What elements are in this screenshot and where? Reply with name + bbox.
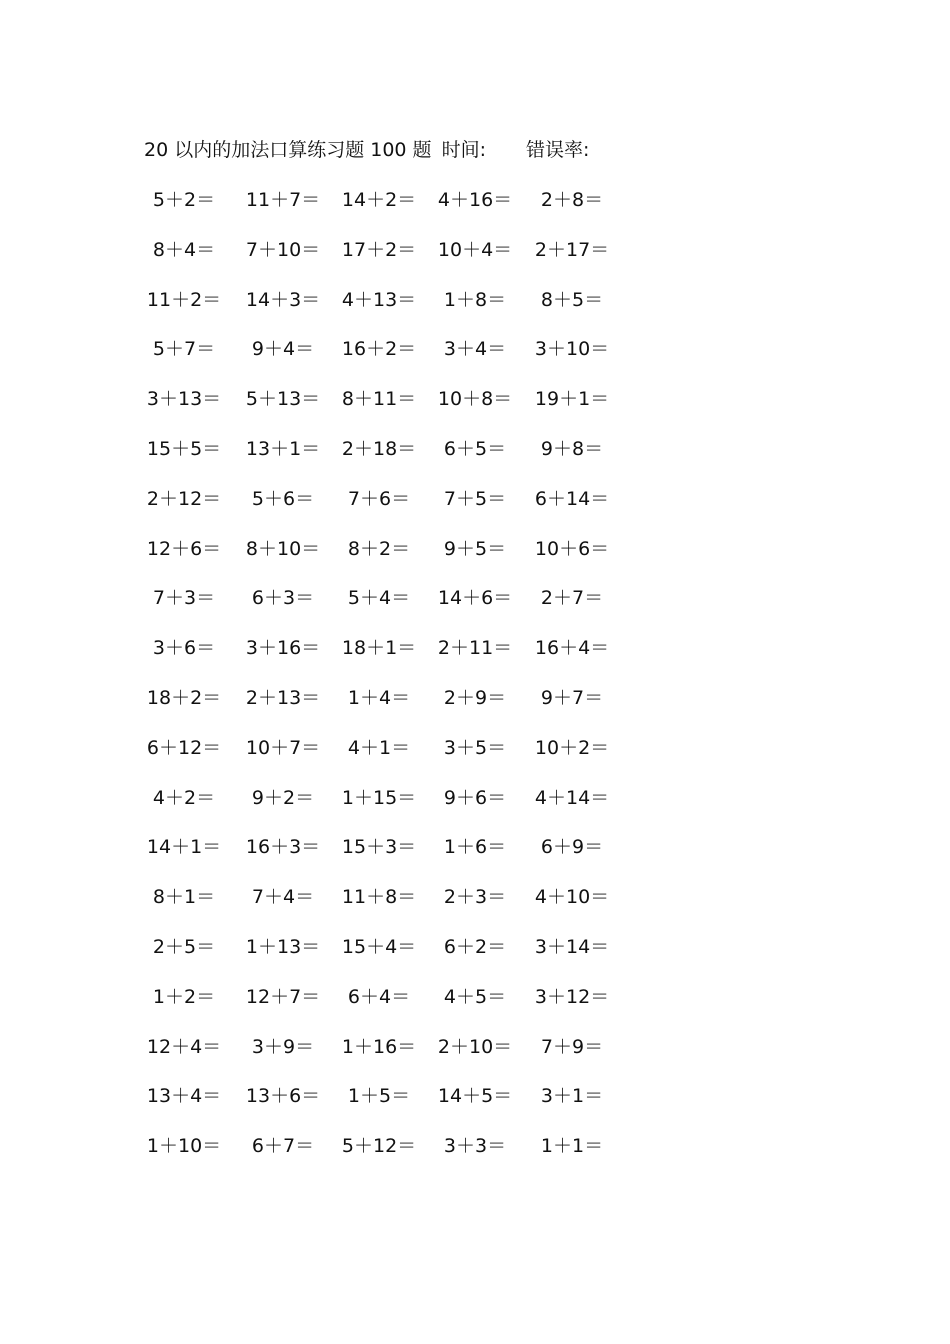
- problem-r15-c2: 7＋4＝: [251, 886, 315, 909]
- problem-r16-c5: 3＋14＝: [534, 936, 610, 958]
- problem-r5-c4: 10＋8＝: [437, 388, 513, 411]
- problem-r4-c3: 16＋2＝: [341, 338, 417, 361]
- problem-r5-c3: 8＋11＝: [341, 388, 417, 411]
- problem-r18-c2: 3＋9＝: [251, 1035, 315, 1058]
- problem-r17-c2: 12＋7＝: [245, 985, 321, 1008]
- problem-r5-c1: 3＋13＝: [146, 388, 222, 411]
- problem-r2-c5: 2＋17＝: [534, 238, 610, 261]
- problem-r11-c4: 2＋9＝: [443, 687, 507, 709]
- worksheet-title: 20 以内的加法口算练习题 100 题: [144, 139, 432, 161]
- problem-r16-c1: 2＋5＝: [152, 936, 216, 958]
- problem-r9-c5: 2＋7＝: [540, 587, 604, 610]
- problem-r12-c5: 10＋2＝: [534, 736, 610, 759]
- problem-r14-c2: 16＋3＝: [245, 836, 321, 859]
- problem-r10-c4: 2＋11＝: [437, 637, 513, 660]
- problem-r13-c5: 4＋14＝: [534, 786, 610, 809]
- problem-r7-c2: 5＋6＝: [251, 487, 315, 510]
- problem-r7-c3: 7＋6＝: [347, 487, 411, 510]
- problem-r18-c1: 12＋4＝: [146, 1035, 222, 1058]
- worksheet-header: [144, 137, 589, 163]
- problem-r13-c1: 4＋2＝: [152, 786, 216, 809]
- problem-r18-c3: 1＋16＝: [341, 1035, 417, 1058]
- problem-r2-c2: 7＋10＝: [245, 238, 321, 261]
- problem-r19-c3: 1＋5＝: [347, 1085, 411, 1108]
- problem-r6-c5: 9＋8＝: [540, 438, 604, 460]
- problem-r3-c4: 1＋8＝: [443, 288, 507, 311]
- problem-r10-c5: 16＋4＝: [534, 637, 610, 660]
- problem-r17-c4: 4＋5＝: [443, 985, 507, 1008]
- problem-r14-c3: 15＋3＝: [341, 836, 417, 859]
- problem-r20-c1: 1＋10＝: [146, 1135, 222, 1158]
- problem-r1-c4: 4＋16＝: [437, 189, 513, 211]
- problem-r3-c1: 11＋2＝: [146, 288, 222, 311]
- problem-r6-c4: 6＋5＝: [443, 438, 507, 460]
- problem-r9-c1: 7＋3＝: [152, 587, 216, 610]
- problem-r11-c5: 9＋7＝: [540, 687, 604, 709]
- problem-r16-c2: 1＋13＝: [245, 936, 321, 958]
- problem-r15-c3: 11＋8＝: [341, 886, 417, 909]
- problem-r4-c4: 3＋4＝: [443, 338, 507, 361]
- problem-r3-c2: 14＋3＝: [245, 288, 321, 311]
- problem-r10-c1: 3＋6＝: [152, 637, 216, 660]
- problem-r7-c5: 6＋14＝: [534, 487, 610, 510]
- problem-r15-c5: 4＋10＝: [534, 886, 610, 909]
- problem-r12-c1: 6＋12＝: [146, 736, 222, 759]
- problem-r17-c1: 1＋2＝: [152, 985, 216, 1008]
- problem-r18-c4: 2＋10＝: [437, 1035, 513, 1058]
- problem-r19-c1: 13＋4＝: [146, 1085, 222, 1108]
- problem-r15-c1: 8＋1＝: [152, 886, 216, 909]
- problem-r7-c4: 7＋5＝: [443, 487, 507, 510]
- problem-r10-c3: 18＋1＝: [341, 637, 417, 660]
- problem-r14-c1: 14＋1＝: [146, 836, 222, 859]
- problem-r3-c5: 8＋5＝: [540, 288, 604, 311]
- problem-r1-c2: 11＋7＝: [245, 189, 321, 211]
- problem-r20-c3: 5＋12＝: [341, 1135, 417, 1158]
- problem-r19-c2: 13＋6＝: [245, 1085, 321, 1108]
- problem-r12-c3: 4＋1＝: [347, 736, 411, 759]
- problem-r10-c2: 3＋16＝: [245, 637, 321, 660]
- error-rate-label: 错误率:: [525, 139, 590, 161]
- problem-r8-c4: 9＋5＝: [443, 537, 507, 560]
- problem-r12-c2: 10＋7＝: [245, 736, 321, 759]
- problem-r3-c3: 4＋13＝: [341, 288, 417, 311]
- problem-r9-c2: 6＋3＝: [251, 587, 315, 610]
- problem-r13-c2: 9＋2＝: [251, 786, 315, 809]
- problem-r6-c3: 2＋18＝: [341, 438, 417, 460]
- problem-r16-c4: 6＋2＝: [443, 936, 507, 958]
- problem-r17-c3: 6＋4＝: [347, 985, 411, 1008]
- problem-r9-c3: 5＋4＝: [347, 587, 411, 610]
- problem-r4-c5: 3＋10＝: [534, 338, 610, 361]
- problem-r8-c2: 8＋10＝: [245, 537, 321, 560]
- problem-r11-c1: 18＋2＝: [146, 687, 222, 709]
- problem-r16-c3: 15＋4＝: [341, 936, 417, 958]
- problem-r8-c5: 10＋6＝: [534, 537, 610, 560]
- problem-r18-c5: 7＋9＝: [540, 1035, 604, 1058]
- time-label: 时间:: [441, 139, 486, 161]
- problem-r11-c3: 1＋4＝: [347, 687, 411, 709]
- problem-r12-c4: 3＋5＝: [443, 736, 507, 759]
- problem-r6-c1: 15＋5＝: [146, 438, 222, 460]
- problem-r2-c4: 10＋4＝: [437, 238, 513, 261]
- problem-r2-c3: 17＋2＝: [341, 238, 417, 261]
- problem-r8-c3: 8＋2＝: [347, 537, 411, 560]
- problem-r15-c4: 2＋3＝: [443, 886, 507, 909]
- problem-r2-c1: 8＋4＝: [152, 238, 216, 261]
- problem-r14-c4: 1＋6＝: [443, 836, 507, 859]
- problem-r20-c2: 6＋7＝: [251, 1135, 315, 1158]
- problem-r1-c5: 2＋8＝: [540, 189, 604, 211]
- problem-r19-c4: 14＋5＝: [437, 1085, 513, 1108]
- problem-r7-c1: 2＋12＝: [146, 487, 222, 510]
- problem-r6-c2: 13＋1＝: [245, 438, 321, 460]
- problem-r14-c5: 6＋9＝: [540, 836, 604, 859]
- problem-r8-c1: 12＋6＝: [146, 537, 222, 560]
- problem-r5-c5: 19＋1＝: [534, 388, 610, 411]
- problem-r1-c3: 14＋2＝: [341, 189, 417, 211]
- problem-r13-c3: 1＋15＝: [341, 786, 417, 809]
- problem-r11-c2: 2＋13＝: [245, 687, 321, 709]
- problem-r17-c5: 3＋12＝: [534, 985, 610, 1008]
- problem-r1-c1: 5＋2＝: [152, 189, 216, 211]
- problem-r20-c5: 1＋1＝: [540, 1135, 604, 1158]
- problem-r19-c5: 3＋1＝: [540, 1085, 604, 1108]
- problem-r13-c4: 9＋6＝: [443, 786, 507, 809]
- problem-r20-c4: 3＋3＝: [443, 1135, 507, 1158]
- problem-r9-c4: 14＋6＝: [437, 587, 513, 610]
- problem-r4-c1: 5＋7＝: [152, 338, 216, 361]
- problem-r5-c2: 5＋13＝: [245, 388, 321, 411]
- problem-r4-c2: 9＋4＝: [251, 338, 315, 361]
